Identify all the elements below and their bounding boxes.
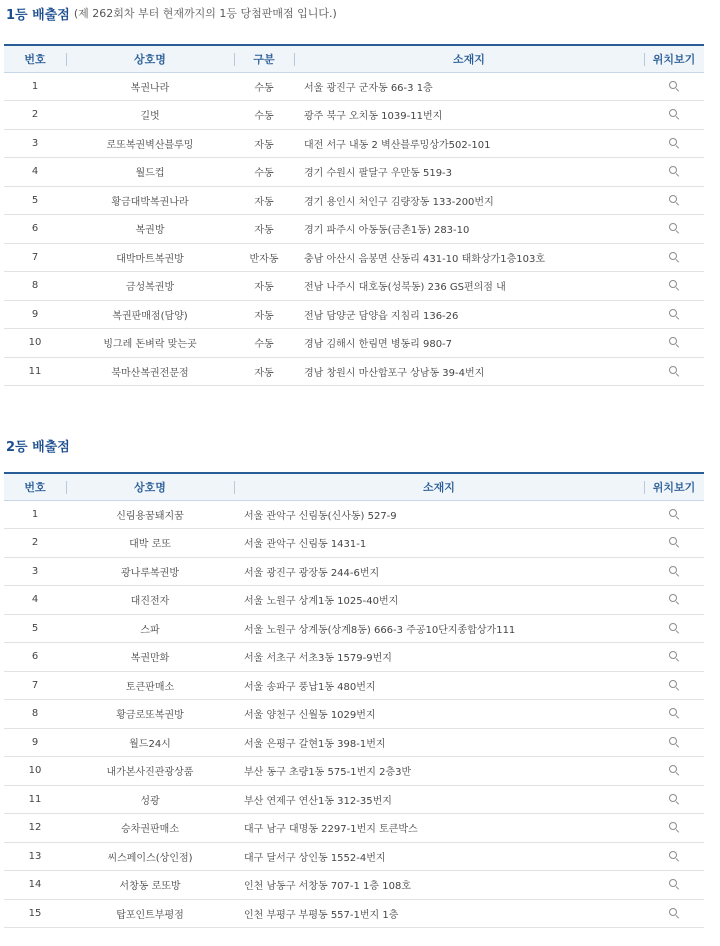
table-row	[4, 643, 704, 672]
cell-type: 자동	[254, 225, 274, 237]
magnifier-icon[interactable]	[669, 309, 680, 320]
cell-address: 서울 노원구 상계동(상계8동) 666-3 주공10단지종합상가111	[244, 624, 516, 636]
cell-map	[644, 129, 704, 158]
cell-map	[644, 215, 704, 244]
cell-map	[644, 899, 704, 928]
cell-address: 서울 관악구 신림동 1431-1	[244, 539, 367, 551]
cell-no: 2	[31, 537, 39, 549]
cell-no: 14	[28, 879, 42, 891]
header-map: 위치보기	[644, 473, 704, 500]
table-row	[4, 243, 704, 272]
cell-no: 1	[31, 80, 39, 92]
cell-map	[644, 671, 704, 700]
cell-type: 수동	[254, 339, 274, 351]
cell-address: 경남 김해시 한림면 병동리 980-7	[304, 339, 453, 351]
cell-name: 승차권판매소	[121, 824, 179, 836]
cell-no: 5	[31, 194, 39, 206]
cell-map	[644, 842, 704, 871]
cell-type: 자동	[254, 367, 274, 379]
cell-name: 복권방	[135, 225, 165, 237]
table-row	[4, 728, 704, 757]
magnifier-icon[interactable]	[669, 822, 680, 833]
cell-no: 3	[31, 565, 39, 577]
magnifier-icon[interactable]	[669, 851, 680, 862]
cell-no: 5	[31, 622, 39, 634]
cell-address: 서울 송파구 풍납1동 480번지	[244, 681, 376, 693]
table-row	[4, 72, 704, 101]
cell-address: 서울 광진구 군자동 66-3 1층	[304, 82, 433, 94]
cell-name: 신림용꿈돼지꿈	[116, 510, 184, 522]
first-prize-heading	[0, 0, 720, 26]
cell-no: 12	[28, 822, 42, 834]
cell-name: 내가본사진관광상품	[106, 767, 194, 779]
header-name: 상호명	[66, 473, 234, 500]
table-row	[4, 101, 704, 130]
magnifier-icon[interactable]	[669, 594, 680, 605]
cell-name: 광나루복권방	[121, 567, 179, 579]
cell-no: 3	[31, 137, 39, 149]
cell-type: 수동	[254, 168, 274, 180]
first-prize-description: (제 262회차 부터 현재까지의 1등 당첨판매점 입니다.)	[73, 7, 337, 20]
table-row	[4, 300, 704, 329]
cell-no: 11	[28, 365, 42, 377]
magnifier-icon[interactable]	[669, 337, 680, 348]
cell-no: 4	[31, 166, 39, 178]
table-row	[4, 586, 704, 615]
magnifier-icon[interactable]	[669, 138, 680, 149]
table-header-row	[4, 45, 704, 72]
cell-address: 서울 노원구 상계1동 1025-40번지	[244, 596, 399, 608]
cell-type: 수동	[254, 82, 274, 94]
cell-address: 서울 서초구 서초3동 1579-9번지	[244, 653, 392, 665]
cell-name: 탑포인트부평점	[116, 909, 184, 921]
cell-address: 서울 광진구 광장동 244-6번지	[244, 567, 380, 579]
magnifier-icon[interactable]	[669, 623, 680, 634]
table-row	[4, 357, 704, 386]
second-prize-heading	[0, 432, 720, 458]
cell-map	[644, 757, 704, 786]
cell-type: 자동	[254, 196, 274, 208]
cell-name: 성광	[140, 795, 160, 807]
cell-no: 13	[28, 850, 42, 862]
magnifier-icon[interactable]	[669, 166, 680, 177]
cell-name: 길벗	[140, 111, 160, 123]
magnifier-icon[interactable]	[669, 280, 680, 291]
cell-no: 7	[31, 679, 39, 691]
table-row	[4, 500, 704, 529]
cell-name: 황금대박복권나라	[111, 196, 189, 208]
cell-map	[644, 500, 704, 529]
table-row	[4, 757, 704, 786]
cell-name: 금성복권방	[125, 282, 175, 294]
table-row	[4, 215, 704, 244]
cell-map	[644, 586, 704, 615]
cell-address: 인천 남동구 서창동 707-1 1층 108호	[244, 881, 412, 893]
cell-map	[644, 529, 704, 558]
cell-no: 10	[28, 337, 42, 349]
table-row	[4, 785, 704, 814]
cell-map	[644, 243, 704, 272]
magnifier-icon[interactable]	[669, 566, 680, 577]
cell-address: 부산 연제구 연산1동 312-35번지	[244, 795, 392, 807]
cell-map	[644, 814, 704, 843]
table-row	[4, 700, 704, 729]
header-type: 구분	[234, 45, 294, 72]
cell-name: 토큰판매소	[125, 681, 175, 693]
magnifier-icon[interactable]	[669, 765, 680, 776]
cell-map	[644, 700, 704, 729]
table-row	[4, 557, 704, 586]
cell-address: 광주 북구 오치동 1039-11번지	[304, 111, 443, 123]
table-header-row	[4, 473, 704, 500]
header-no: 번호	[24, 480, 46, 494]
cell-no: 9	[31, 308, 39, 320]
second-prize-title: 2등 배출점	[6, 439, 70, 455]
header-address: 소재지	[234, 473, 644, 500]
magnifier-icon[interactable]	[669, 223, 680, 234]
cell-name: 서창동 로또방	[119, 881, 181, 893]
cell-map	[644, 329, 704, 358]
table-row	[4, 842, 704, 871]
cell-address: 경기 용인시 처인구 김량장동 133-200번지	[304, 196, 494, 208]
cell-address: 서울 양천구 신월동 1029번지	[244, 710, 376, 722]
cell-address: 인천 부평구 부평동 557-1번지 1층	[244, 909, 399, 921]
cell-no: 7	[31, 251, 39, 263]
cell-type: 자동	[254, 139, 274, 151]
header-address: 소재지	[294, 45, 644, 72]
magnifier-icon[interactable]	[669, 908, 680, 919]
cell-map	[644, 557, 704, 586]
table-row	[4, 814, 704, 843]
magnifier-icon[interactable]	[669, 537, 680, 548]
cell-name: 대박마트복권방	[116, 253, 184, 265]
cell-no: 2	[31, 109, 39, 121]
cell-no: 10	[28, 765, 42, 777]
magnifier-icon[interactable]	[669, 794, 680, 805]
cell-address: 대구 달서구 상인동 1552-4번지	[244, 852, 386, 864]
cell-map	[644, 272, 704, 301]
first-prize-rows	[4, 72, 704, 386]
header-no: 번호	[24, 52, 46, 66]
table-row	[4, 529, 704, 558]
table-row	[4, 614, 704, 643]
cell-map	[644, 728, 704, 757]
cell-name: 스파	[140, 624, 160, 636]
second-prize-table	[4, 472, 704, 928]
cell-address: 대구 남구 대명동 2297-1번지 토큰박스	[244, 824, 418, 836]
header-name: 상호명	[66, 45, 234, 72]
cell-no: 6	[31, 223, 39, 235]
cell-type: 자동	[254, 282, 274, 294]
cell-no: 4	[31, 594, 39, 606]
cell-address: 부산 동구 초량1동 575-1번지 2층3반	[244, 767, 412, 779]
magnifier-icon[interactable]	[669, 651, 680, 662]
cell-no: 15	[28, 907, 42, 919]
cell-map	[644, 101, 704, 130]
cell-name: 씨스페이스(상인점)	[107, 852, 193, 864]
cell-type: 수동	[254, 111, 274, 123]
table-row	[4, 871, 704, 900]
table-row	[4, 186, 704, 215]
cell-name: 북마산복권전문점	[111, 367, 189, 379]
cell-type: 반자동	[249, 253, 279, 265]
first-prize-title: 1등 배출점	[6, 7, 70, 23]
cell-name: 대진전자	[130, 596, 170, 608]
magnifier-icon[interactable]	[669, 81, 680, 92]
cell-map	[644, 158, 704, 187]
cell-name: 로또복권벽산블루밍	[106, 139, 194, 151]
header-map: 위치보기	[644, 45, 704, 72]
cell-name: 황금로또복권방	[116, 710, 184, 722]
cell-map	[644, 357, 704, 386]
table-row	[4, 329, 704, 358]
magnifier-icon[interactable]	[669, 252, 680, 263]
cell-name: 빙그레 돈벼락 맞는곳	[103, 339, 197, 351]
cell-name: 복권나라	[130, 82, 170, 94]
cell-no: 8	[31, 708, 39, 720]
cell-name: 월드24시	[129, 738, 171, 750]
cell-address: 전남 나주시 대호동(성북동) 236 GS편의점 내	[304, 282, 506, 294]
cell-no: 8	[31, 280, 39, 292]
magnifier-icon[interactable]	[669, 109, 680, 120]
cell-address: 충남 아산시 음봉면 산동리 431-10 태화상가1층103호	[304, 253, 545, 265]
cell-map	[644, 785, 704, 814]
cell-name: 월드컵	[135, 168, 165, 180]
cell-map	[644, 72, 704, 101]
cell-map	[644, 300, 704, 329]
table-row	[4, 899, 704, 928]
cell-name: 대박 로또	[129, 539, 171, 551]
first-prize-table	[4, 44, 704, 386]
first-prize-section	[0, 0, 720, 386]
cell-address: 경남 창원시 마산합포구 상남동 39-4번지	[304, 367, 485, 379]
magnifier-icon[interactable]	[669, 195, 680, 206]
cell-address: 전남 담양군 담양읍 지침리 136-26	[304, 310, 459, 322]
magnifier-icon[interactable]	[669, 737, 680, 748]
cell-no: 11	[28, 793, 42, 805]
table-row	[4, 272, 704, 301]
cell-address: 서울 관악구 신림동(신사동) 527-9	[244, 510, 397, 522]
cell-no: 1	[31, 508, 39, 520]
table-row	[4, 158, 704, 187]
cell-address: 대전 서구 내동 2 벽산블루밍상가502-101	[304, 139, 491, 151]
cell-map	[644, 614, 704, 643]
cell-map	[644, 871, 704, 900]
cell-no: 9	[31, 736, 39, 748]
second-prize-rows	[4, 500, 704, 928]
cell-address: 경기 수원시 팔달구 우만동 519-3	[304, 168, 453, 180]
cell-type: 자동	[254, 310, 274, 322]
cell-address: 서울 은평구 갈현1동 398-1번지	[244, 738, 386, 750]
cell-name: 복권만화	[130, 653, 170, 665]
cell-address: 경기 파주시 아동동(금촌1동) 283-10	[304, 225, 470, 237]
second-prize-section	[0, 432, 720, 928]
cell-map	[644, 186, 704, 215]
magnifier-icon[interactable]	[669, 708, 680, 719]
table-row	[4, 129, 704, 158]
magnifier-icon[interactable]	[669, 366, 680, 377]
table-row	[4, 671, 704, 700]
cell-map	[644, 643, 704, 672]
cell-name: 복권판매점(담양)	[112, 310, 188, 322]
cell-no: 6	[31, 651, 39, 663]
magnifier-icon[interactable]	[669, 509, 680, 520]
magnifier-icon[interactable]	[669, 680, 680, 691]
magnifier-icon[interactable]	[669, 879, 680, 890]
